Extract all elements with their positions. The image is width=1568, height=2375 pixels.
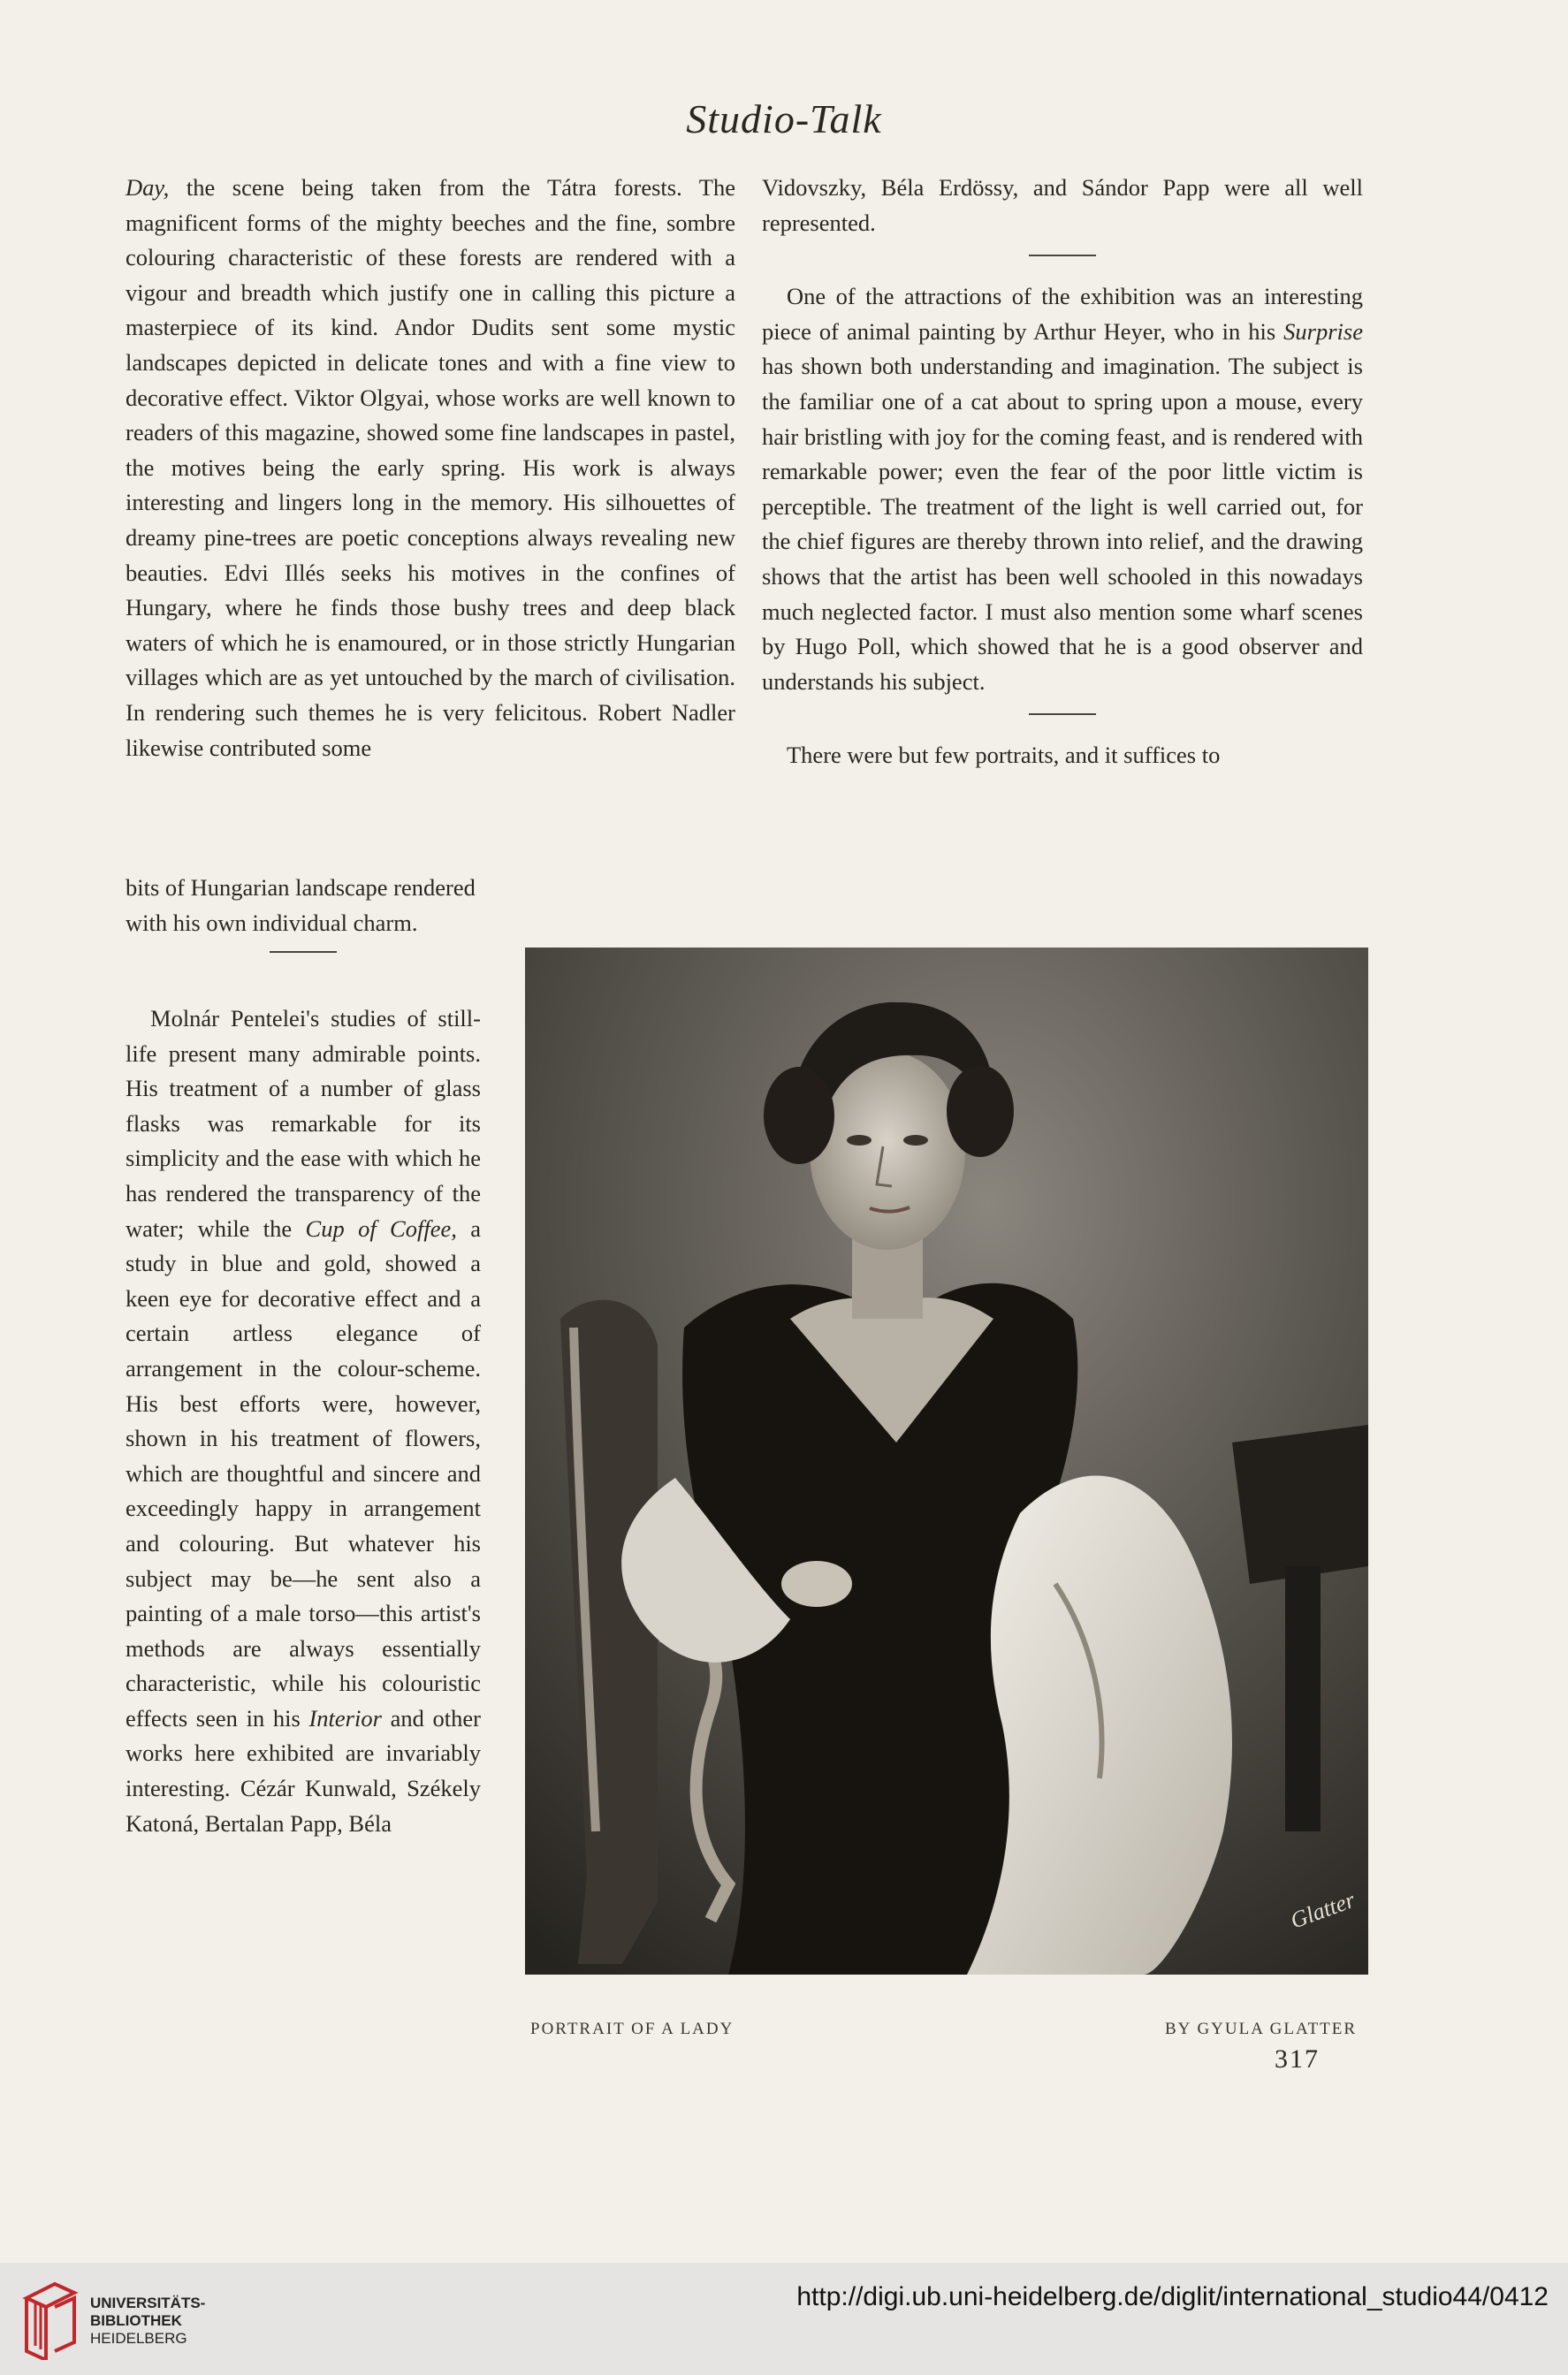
italic-title: Cup of Coffee,: [305, 1214, 457, 1242]
left-column-bottom: [126, 1001, 481, 1841]
portrait-painting: [525, 948, 1368, 1975]
library-logo-icon: [19, 2280, 81, 2364]
paragraph-tail: bits of Hungarian landscape rendered with his own individual charm.: [126, 874, 476, 936]
library-name-line: UNIVERSITÄTS-: [90, 2295, 206, 2311]
library-name-line: HEIDELBERG: [90, 2330, 187, 2347]
paragraph: [762, 279, 1363, 699]
paragraph: [126, 1001, 481, 1841]
paragraph-text: has shown both understanding and imagination. The subject is the familiar one of a cat about to spring upon a mouse, every hair bristling with joy for the coming feast, and is rendered with remarkable power; even the fear of the poor little victim is perceptible. The treatment of the light is well carried out, for the chief figures are thereby thrown into relief, and the drawing shows that the artist has been well schooled in this nowadays much neglected factor. I must also mention some wharf scenes by Hugo Poll, which showed that he is a good observer and understands his subject.: [762, 353, 1363, 695]
section-rule: [1029, 713, 1096, 715]
library-name-line: BIBLIOTHEK: [90, 2312, 182, 2329]
signature: Glatter: [1287, 1886, 1359, 1934]
portrait-image: [525, 948, 1368, 1975]
plate-caption-title: PORTRAIT OF A LADY: [530, 2020, 735, 2038]
footer-bar: [0, 2263, 1568, 2375]
paragraph: Vidovszky, Béla Erdössy, and Sándor Papp were all well represented.: [762, 174, 1363, 236]
italic-title: Surprise: [1283, 317, 1363, 345]
italic-title: Interior: [308, 1704, 382, 1732]
running-header: Studio-Talk: [686, 96, 882, 141]
paragraph-text: Molnár Pentelei's studies of still-life present many admirable points. His treatment of a number of glass flasks was remarkable for its simplicity and the ease with which he has rendered the transparency of the water; while the: [126, 1005, 481, 1242]
paragraph-text: One of the attractions of the exhibition was an interesting piece of animal painting by Arthur Heyer, who in his: [762, 283, 1363, 345]
paragraph: [126, 171, 735, 765]
source-url-link[interactable]: http://digi.ub.uni-heidelberg.de/diglit/international_studio44/0412: [796, 2282, 1549, 2311]
italic-title: Day,: [126, 174, 170, 201]
paragraph-text: a study in blue and gold, showed a keen eye for decorative effect and a certain artless elegance of arrangement in the colour-scheme. His best efforts were, however, shown in his treatment of flowers, which are thoughtful and sincere and exceedingly happy in arrangement and colouring. But whatever his subject may be—he sent also a painting of a male torso—this artist's methods are always essentially characteristic, while his colouristic effects seen in his: [126, 1214, 481, 1732]
left-column-tail: [126, 871, 481, 953]
page-number: 317: [1275, 2044, 1320, 2074]
left-column-top: [126, 171, 735, 765]
paragraph-text: the scene being taken from the Tátra forests. The magnificent forms of the mighty beeches and the fine, sombre colouring characteristic of these forests are rendered with a vigour and breadth which justify one in calling this picture a masterpiece of its kind. Andor Dudits sent some mystic landscapes depicted in delicate tones and with a fine view to decorative effect. Viktor Olgyai, whose works are well known to readers of this magazine, showed some fine landscapes in pastel, the motives being the early spring. His work is always interesting and lingers long in the memory. His silhouettes of dreamy pine-trees are poetic conceptions always revealing new beauties. Edvi Illés seeks his motives in the confines of Hungary, where he finds those bushy trees and deep black waters of which he is enamoured, or in those strictly Hungarian villages which are as yet untouched by the march of civilisation. In rendering such themes he is very felicitous. Robert Nadler likewise contributed some: [126, 174, 735, 761]
section-rule: [1029, 255, 1096, 256]
paragraph: There were but few portraits, and it suffices to: [787, 742, 1221, 769]
paragraph-text: and other works here exhibited are invariably interesting. Cézár Kunwald, Székely Katoná, Bertalan Papp, Béla: [126, 1704, 481, 1837]
right-column: [762, 171, 1363, 773]
library-name: [90, 2295, 205, 2348]
section-rule: [270, 951, 337, 953]
plate-caption-artist: BY GYULA GLATTER: [1165, 2020, 1358, 2038]
